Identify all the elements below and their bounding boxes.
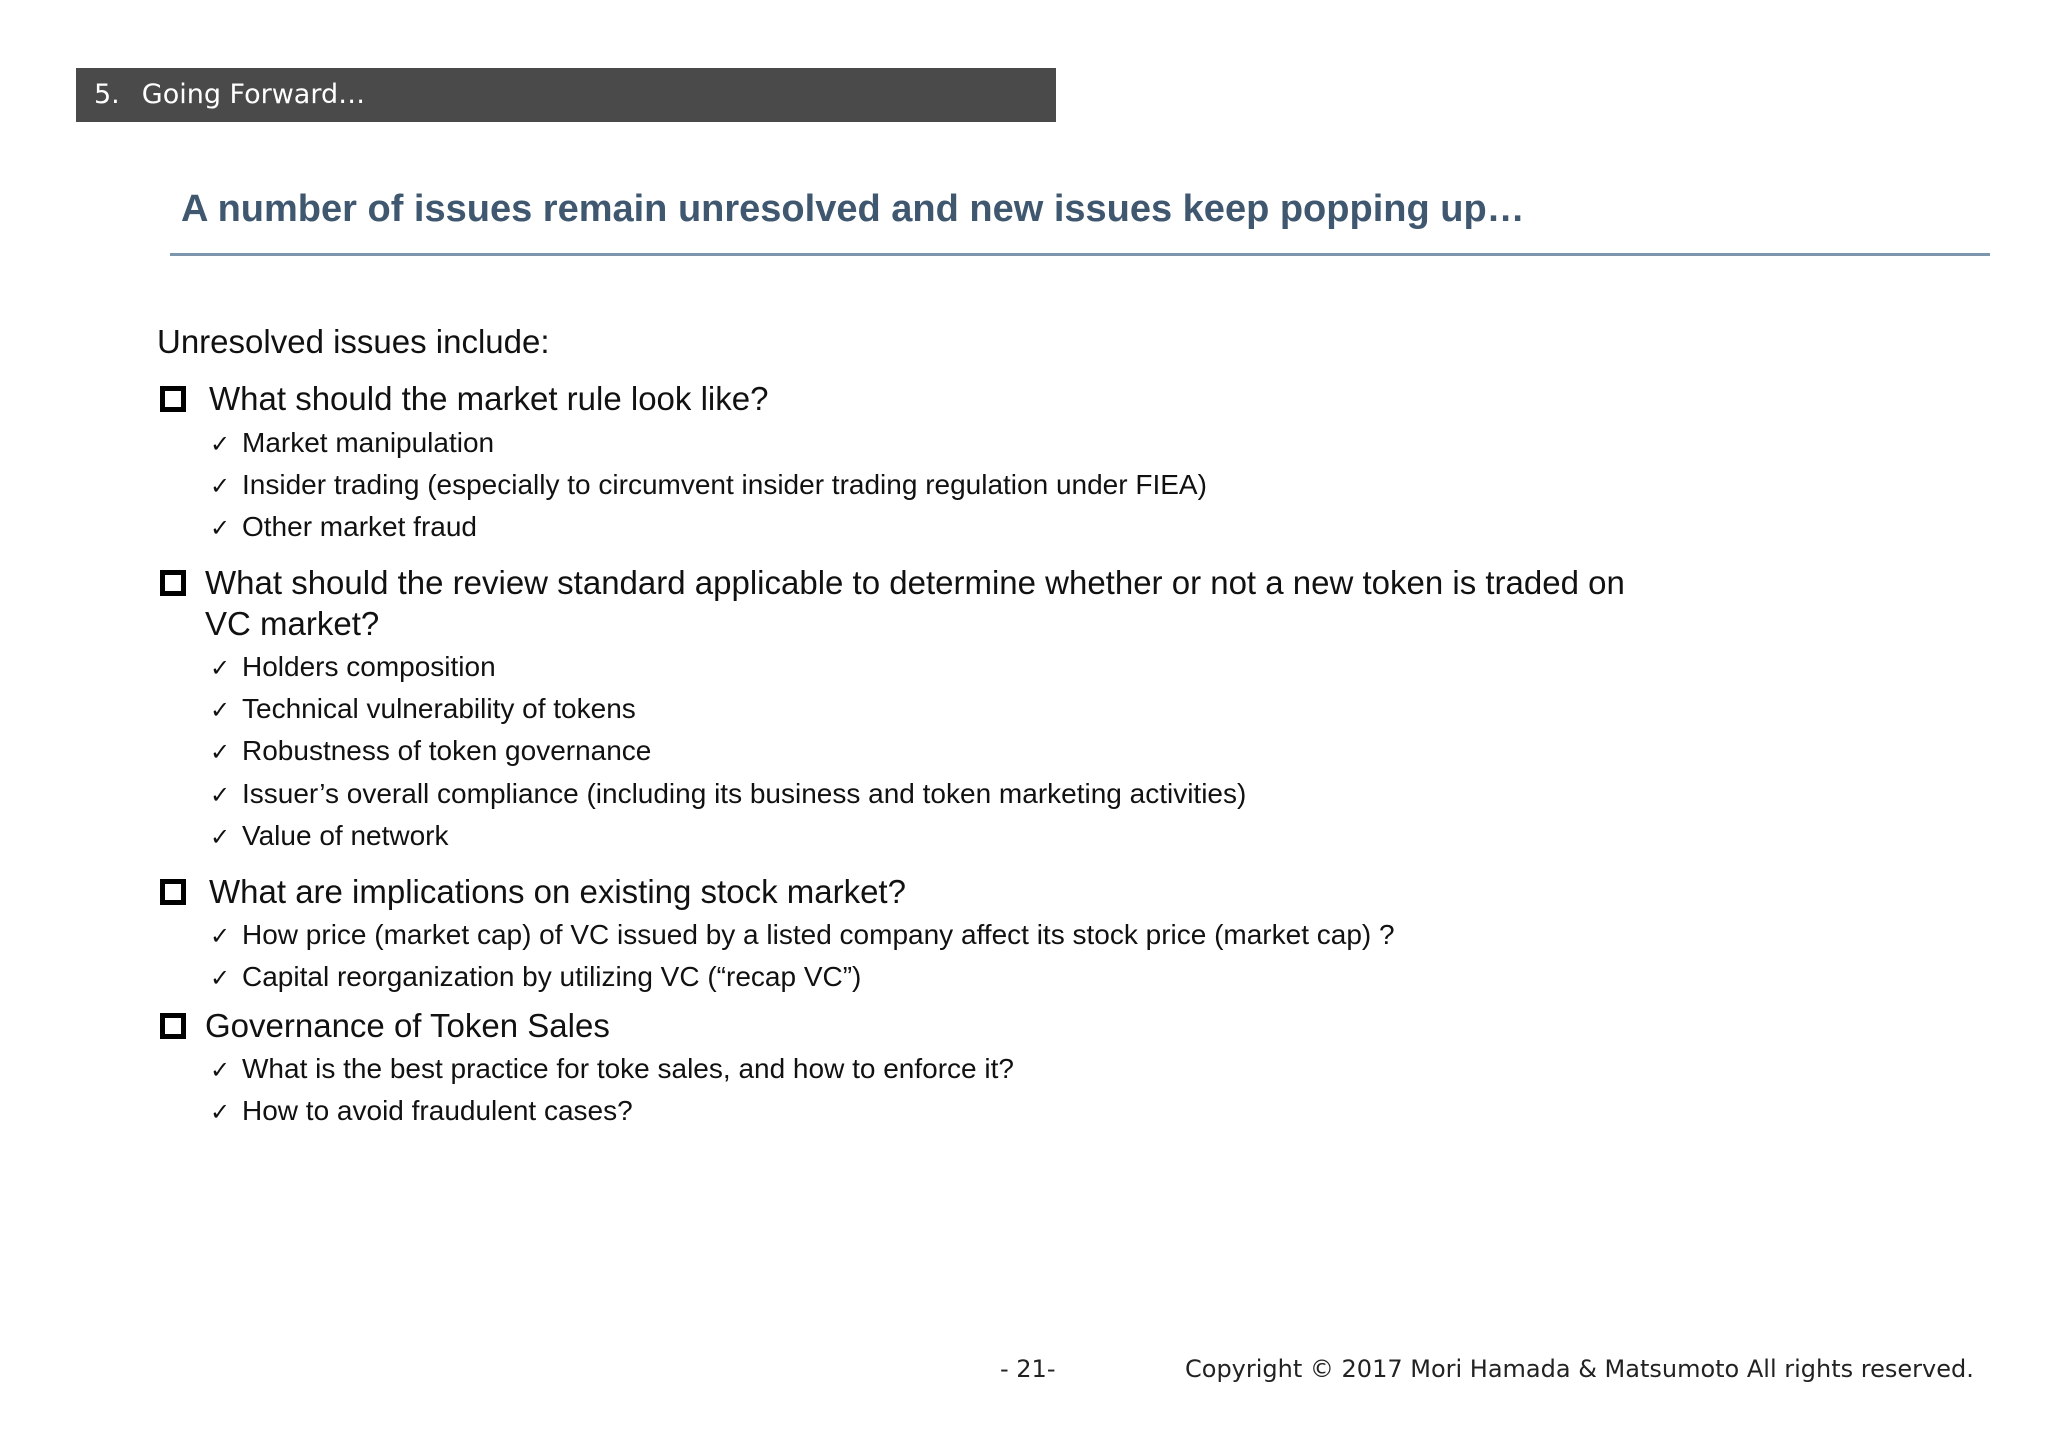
- list-item: [210, 1094, 633, 1129]
- list-item-text: What is the best practice for toke sales, and how to enforce it?: [242, 1053, 1014, 1084]
- square-bullet-icon: [160, 879, 186, 905]
- list-item: [210, 692, 636, 727]
- list-item-text: Robustness of token governance: [242, 735, 652, 766]
- square-bullet-icon: [160, 386, 186, 412]
- list-item-text: How to avoid fraudulent cases?: [242, 1095, 633, 1126]
- question-text: What should the market rule look like?: [209, 380, 769, 417]
- list-item: [210, 819, 449, 854]
- list-item: [210, 960, 861, 995]
- checkmark-icon: ✓: [210, 654, 231, 682]
- checkmark-icon: ✓: [210, 696, 231, 724]
- checkmark-icon: ✓: [210, 430, 231, 458]
- section-title: Going Forward…: [141, 79, 366, 110]
- list-item: [210, 426, 494, 461]
- list-item-text: How price (market cap) of VC issued by a listed company affect its stock price (market cap) ?: [242, 919, 1395, 950]
- list-item: [210, 650, 496, 685]
- list-item: [210, 468, 1207, 503]
- list-item: [210, 1052, 1014, 1087]
- list-item: [210, 734, 651, 769]
- square-bullet-icon: [160, 1013, 186, 1039]
- question-text: VC market?: [205, 605, 380, 642]
- checkmark-icon: ✓: [210, 738, 231, 766]
- list-item-text: Other market fraud: [242, 511, 477, 542]
- list-item-text: Value of network: [242, 820, 449, 851]
- checkmark-icon: ✓: [210, 823, 231, 851]
- list-item-text: Technical vulnerability of tokens: [242, 693, 636, 724]
- section-number: 5.: [94, 79, 120, 110]
- list-item: [210, 918, 1395, 953]
- list-item-text: Insider trading (especially to circumvent insider trading regulation under FIEA): [242, 469, 1207, 500]
- checkmark-icon: ✓: [210, 1056, 231, 1084]
- list-item-text: Capital reorganization by utilizing VC (“recap VC”): [242, 961, 862, 992]
- checkmark-icon: ✓: [210, 964, 231, 992]
- square-bullet-icon: [160, 570, 186, 596]
- checkmark-icon: ✓: [210, 472, 231, 500]
- checkmark-icon: ✓: [210, 922, 231, 950]
- question-text: What should the review standard applicable to determine whether or not a new token is traded on: [205, 564, 1625, 601]
- list-item: [210, 510, 477, 545]
- list-item-text: Holders composition: [242, 651, 496, 682]
- list-item-text: Issuer’s overall compliance (including its business and token marketing activities): [242, 778, 1247, 809]
- slide-title: A number of issues remain unresolved and new issues keep popping up…: [181, 188, 1525, 230]
- question-text: Governance of Token Sales: [205, 1007, 610, 1044]
- question-text: What are implications on existing stock market?: [209, 873, 906, 910]
- checkmark-icon: ✓: [210, 781, 231, 809]
- list-item: [210, 777, 1246, 812]
- checkmark-icon: ✓: [210, 514, 231, 542]
- checkmark-icon: ✓: [210, 1098, 231, 1126]
- list-item-text: Market manipulation: [242, 427, 495, 458]
- copyright-notice: Copyright © 2017 Mori Hamada & Matsumoto All rights reserved.: [1185, 1355, 1974, 1383]
- intro-text: Unresolved issues include:: [157, 323, 550, 360]
- page-number: - 21-: [1000, 1355, 1056, 1383]
